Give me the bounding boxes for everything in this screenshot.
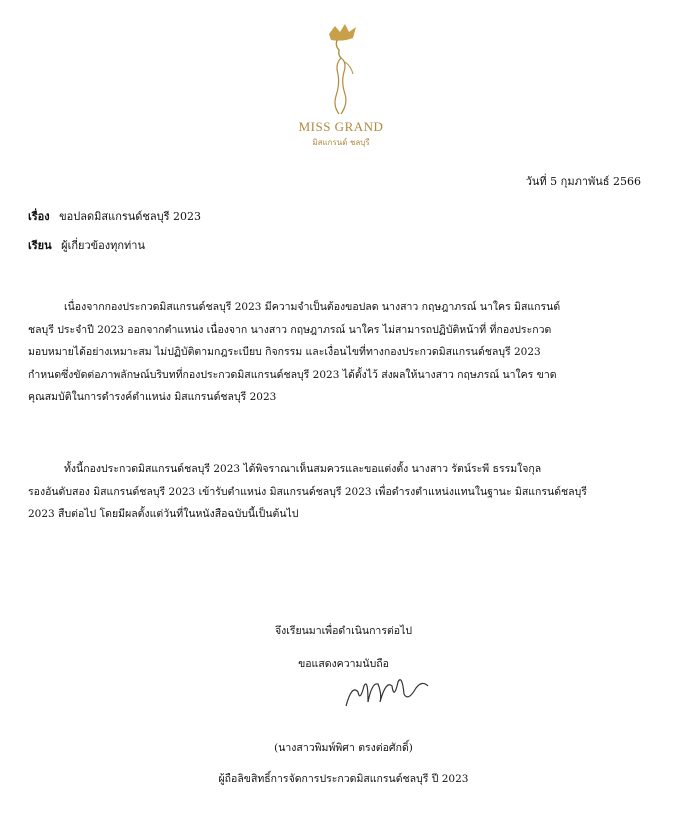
paragraph-line: ชลบุรี ประจำปี 2023 ออกจากตำแหน่ง เนื่องจาก นางสาว กฤษฎาภรณ์ นาใคร ไม่สามารถปฏิบัติหน้าที่ ที่กองประกวด [28, 323, 552, 336]
paragraph-line: รองอันดับสอง มิสแกรนด์ชลบุรี 2023 เข้ารับตำแหน่ง มิสแกรนด์ชลบุรี 2023 เพื่อดำรงตำแหน่งแทนในฐานะ มิสแกรนด์ชลบุรี [28, 485, 587, 498]
paragraph-line: คุณสมบัติในการดำรงค์ตำแหน่ง มิสแกรนด์ชลบุรี 2023 [28, 391, 277, 403]
signer-title: ผู้ถือลิขสิทธิ์การจัดการประกวดมิสแกรนด์ชลบุรี ปี 2023 [218, 773, 469, 785]
paragraph-line: 2023 สืบต่อไป โดยมีผลตั้งแต่วันที่ในหนังสือฉบับนี้เป็นต้นไป [28, 508, 299, 520]
letter-date: วันที่ 5 กุมภาพันธ์ 2566 [525, 175, 641, 188]
paragraph-line: กำหนดซึ่งขัดต่อภาพลักษณ์บริบทที่กองประกวดมิสแกรนด์ชลบุรี 2023 ได้ตั้งไว้ ส่งผลให้นางสาว กฤษภรณ์ นาใคร ขาด [28, 368, 557, 381]
paragraph-line: มอบหมายได้อย่างเหมาะสม ไม่ปฏิบัติตามกฎระเบียบ กิจกรรม และเงื่อนไขที่ทางกองประกวดมิสแกรนด์ชลบุรี 2023 [28, 346, 541, 358]
handwritten-signature [342, 672, 432, 716]
letterhead-logo [286, 22, 396, 149]
signer-name: (นางสาวพิมพ์พิศา ตรงต่อศักดิ์) [274, 742, 413, 754]
paragraph-line: เนื่องจากกองประกวดมิสแกรนด์ชลบุรี 2023 มีความจำเป็นต้องขอปลด นางสาว กฤษฎาภรณ์ นาใคร มิสแกรนด์ [64, 301, 561, 313]
recipient-label: เรียน [28, 239, 52, 252]
closing-line-2: ขอแสดงความนับถือ [298, 658, 389, 670]
brand-subtitle: มิสแกรนด์ ชลบุรี [312, 138, 370, 147]
closing-line-1: จึงเรียนมาเพื่อดำเนินการต่อไป [274, 625, 413, 637]
subject-label: เรื่อง [28, 210, 50, 223]
subject-text: ขอปลดมิสแกรนด์ชลบุรี 2023 [59, 210, 202, 223]
brand-name: MISS GRAND [298, 119, 384, 134]
body-paragraph-1 [28, 296, 560, 409]
subject-line [28, 207, 201, 225]
recipient-line [28, 236, 145, 254]
body-paragraph-2 [28, 458, 587, 526]
recipient-text: ผู้เกี่ยวข้องทุกท่าน [61, 239, 145, 252]
paragraph-line: ทั้งนี้กองประกวดมิสแกรนด์ชลบุรี 2023 ได้พิจราณาเห็นสมควรและขอแต่งตั้ง นางสาว รัตน์ระพี ธรรมใจกุล [64, 463, 542, 475]
crown-figure-icon [311, 22, 371, 117]
